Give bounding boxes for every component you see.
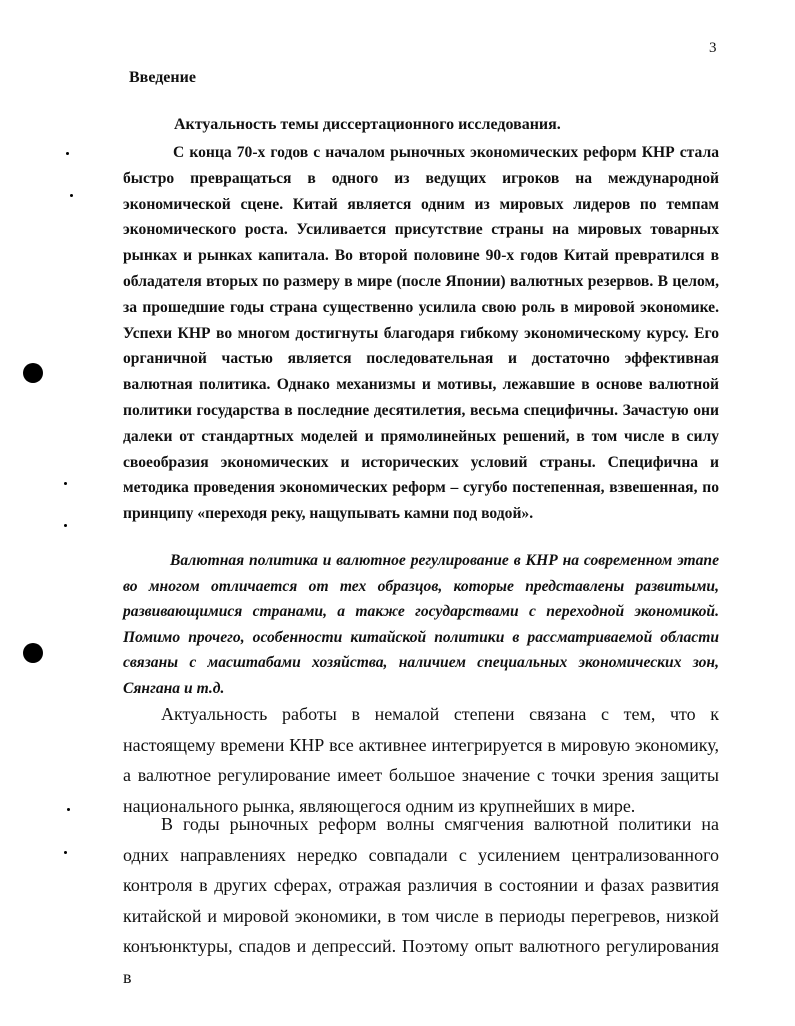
section-title: Актуальность темы диссертационного исследования. — [174, 116, 561, 133]
binder-hole-mark — [23, 363, 43, 383]
page-number: 3 — [709, 40, 717, 56]
scan-speck — [70, 194, 73, 197]
paragraph-relevance-1: С конца 70-х годов с началом рыночных экономических реформ КНР стала быстро превращаться в одного из ведущих игроков на международной экономической сцене. Китай является одним из мировых лидеров по темпам экономического роста. Усиливается присутствие страны на мировых товарных рынках и рынках капитала. Во второй половине 90-х годов Китай превратился в обладателя вторых по размеру в мире (после Японии) валютных резервов. В целом, за прошедшие годы страна существенно усилила свою роль в мировой экономике. Успехи КНР во многом достигнуты благодаря гибкому экономическому курсу. Его органичной частью является последовательная и достаточно эффективная валютная политика. Однако механизмы и мотивы, лежавшие в основе валютной политики государства в последние десятилетия, весьма специфичны. Зачастую они далеки от стандартных моделей и прямолинейных решений, в том числе в силу своеобразия экономических и исторических условий страны. Специфична и методика проведения экономических реформ – сугубо постепенная, взвешенная, по принципу «переходя реку, нащупывать камни под водой». — [123, 144, 719, 523]
paragraph-relevance-4: В годы рыночных реформ волны смягчения валютной политики на одних направлениях нередко совпадали с усилением централизованного контроля в других сферах, отражая различия в состоянии и фазах развития китайской и мировой экономики, в том числе в периоды перегревов, низкой конъюнктуры, спадов и депрессий. Поэтому опыт валютного регулирования в — [123, 814, 719, 987]
scan-speck — [64, 851, 67, 854]
paragraph-relevance-2: Валютная политика и валютное регулирование в КНР на современном этапе во многом отличается от тех образцов, которые представлены развитыми, развивающимися странами, а также государствами с переходной экономикой. Помимо прочего, особенности китайской политики в рассматриваемой области связаны с масштабами хозяйства, наличием специальных экономических зон, Сянгана и т.д. — [123, 552, 719, 697]
scan-speck — [64, 524, 67, 527]
scan-speck — [66, 152, 69, 155]
scan-speck — [67, 808, 70, 811]
binder-hole-mark — [23, 643, 43, 663]
paragraph-relevance-3: Актуальность работы в немалой степени связана с тем, что к настоящему времени КНР все активнее интегрируется в мировую экономику, а валютное регулирование имеет большое значение с точки зрения защиты национального рынка, являющегося одним из крупнейших в мире. — [123, 704, 719, 816]
introduction-heading: Введение — [129, 69, 196, 86]
scan-speck — [64, 482, 67, 485]
